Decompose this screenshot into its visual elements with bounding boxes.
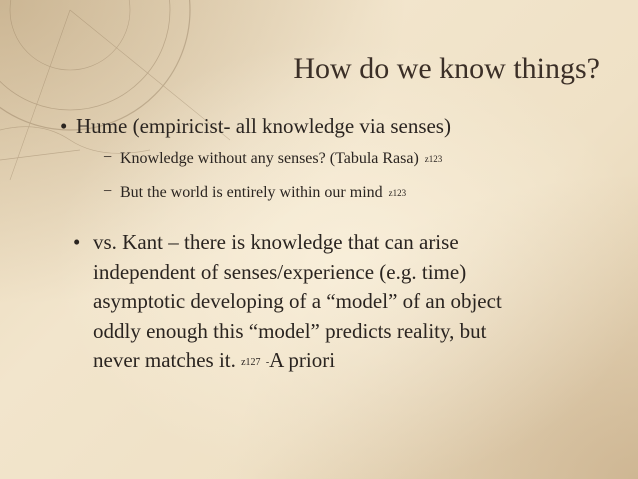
bullet-marker: •: [60, 114, 68, 138]
sub-bullet-world-in-mind: [103, 183, 407, 202]
bullet-line: independent of senses/experience (e.g. time): [93, 259, 467, 284]
sub-bullet-marker: −: [103, 149, 113, 166]
bullet-kant: [73, 228, 502, 378]
bullet-last-line: [93, 346, 502, 378]
page-reference: z123: [424, 154, 443, 164]
bullet-line: asymptotic developing of a “model” of an object: [93, 289, 502, 313]
bullet-text: Hume (empiricist- all knowledge via senses): [76, 114, 451, 138]
a-priori-label: A priori: [269, 348, 336, 372]
sub-bullet-marker: −: [103, 183, 113, 200]
bullet-line: oddly enough this “model” predicts reality, but: [93, 318, 487, 343]
sub-bullet-text: But the world is entirely within our mind: [120, 184, 383, 201]
slide-title: How do we know things?: [293, 52, 600, 85]
bullet-line-text: never matches it.: [93, 348, 236, 372]
bullet-marker: •: [73, 230, 81, 254]
bullet-line: vs. Kant – there is knowledge that can arise: [93, 230, 459, 254]
separator-dash: -: [265, 357, 270, 368]
page-reference: z127: [241, 357, 261, 368]
page-reference: z123: [388, 188, 407, 198]
sub-bullet-tabula-rasa: [103, 149, 443, 168]
sub-bullet-text: Knowledge without any senses? (Tabula Rasa): [120, 150, 419, 167]
bullet-hume: [60, 114, 451, 139]
